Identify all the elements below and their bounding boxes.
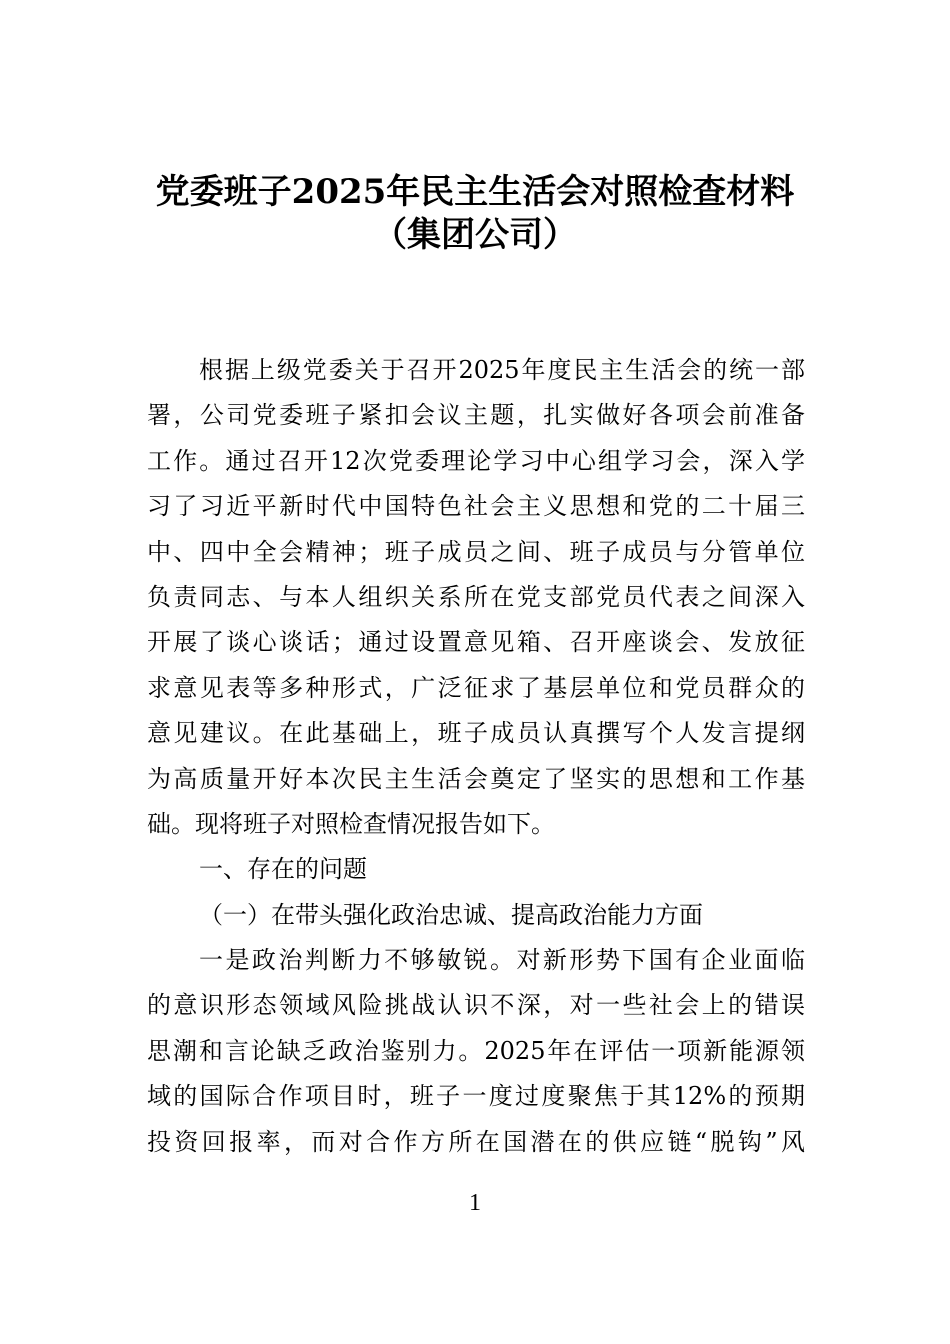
paragraph-line: 负责同志、与本人组织关系所在党支部党员代表之间深入: [147, 582, 805, 611]
paragraph-line: 开展了谈心谈话；通过设置意见箱、召开座谈会、发放征: [147, 628, 805, 657]
paragraph-line: 为高质量开好本次民主生活会奠定了坚实的思想和工作基: [147, 764, 805, 793]
paragraph-line: 思潮和言论缺乏政治鉴别力。2025年在评估一项新能源领: [147, 1036, 805, 1065]
document-subtitle: （集团公司）: [373, 215, 577, 255]
paragraph-line: 工作。通过召开12次党委理论学习中心组学习会，深入学: [147, 446, 805, 475]
paragraph-line: 求意见表等多种形式，广泛征求了基层单位和党员群众的: [147, 673, 805, 702]
document-body: [147, 348, 805, 1165]
paragraph-line: 习了习近平新时代中国特色社会主义思想和党的二十届三: [147, 492, 805, 521]
paragraph-line: 意见建议。在此基础上，班子成员认真撰写个人发言提纲: [147, 719, 805, 748]
subsection-heading: （一）在带头强化政治忠诚、提高政治能力方面: [199, 900, 703, 929]
paragraph-line: 一是政治判断力不够敏锐。对新形势下国有企业面临: [199, 946, 805, 975]
page-number: 1: [469, 1190, 481, 1216]
paragraph-line: 投资回报率，而对合作方所在国潜在的供应链“脱钩”风: [147, 1127, 805, 1156]
paragraph-line: 署，公司党委班子紧扣会议主题，扎实做好各项会前准备: [147, 401, 805, 430]
paragraph-line: 域的国际合作项目时，班子一度过度聚焦于其12%的预期: [147, 1082, 805, 1111]
section-heading: 一、存在的问题: [199, 855, 367, 884]
paragraph-line: 的意识形态领域风险挑战认识不深，对一些社会上的错误: [147, 991, 805, 1020]
document-title: 党委班子2025年民主生活会对照检查材料: [155, 172, 795, 212]
paragraph-line: 根据上级党委关于召开2025年度民主生活会的统一部: [199, 356, 805, 384]
paragraph-line: 础。现将班子对照检查情况报告如下。: [147, 809, 555, 838]
paragraph-line: 中、四中全会精神；班子成员之间、班子成员与分管单位: [147, 537, 805, 566]
